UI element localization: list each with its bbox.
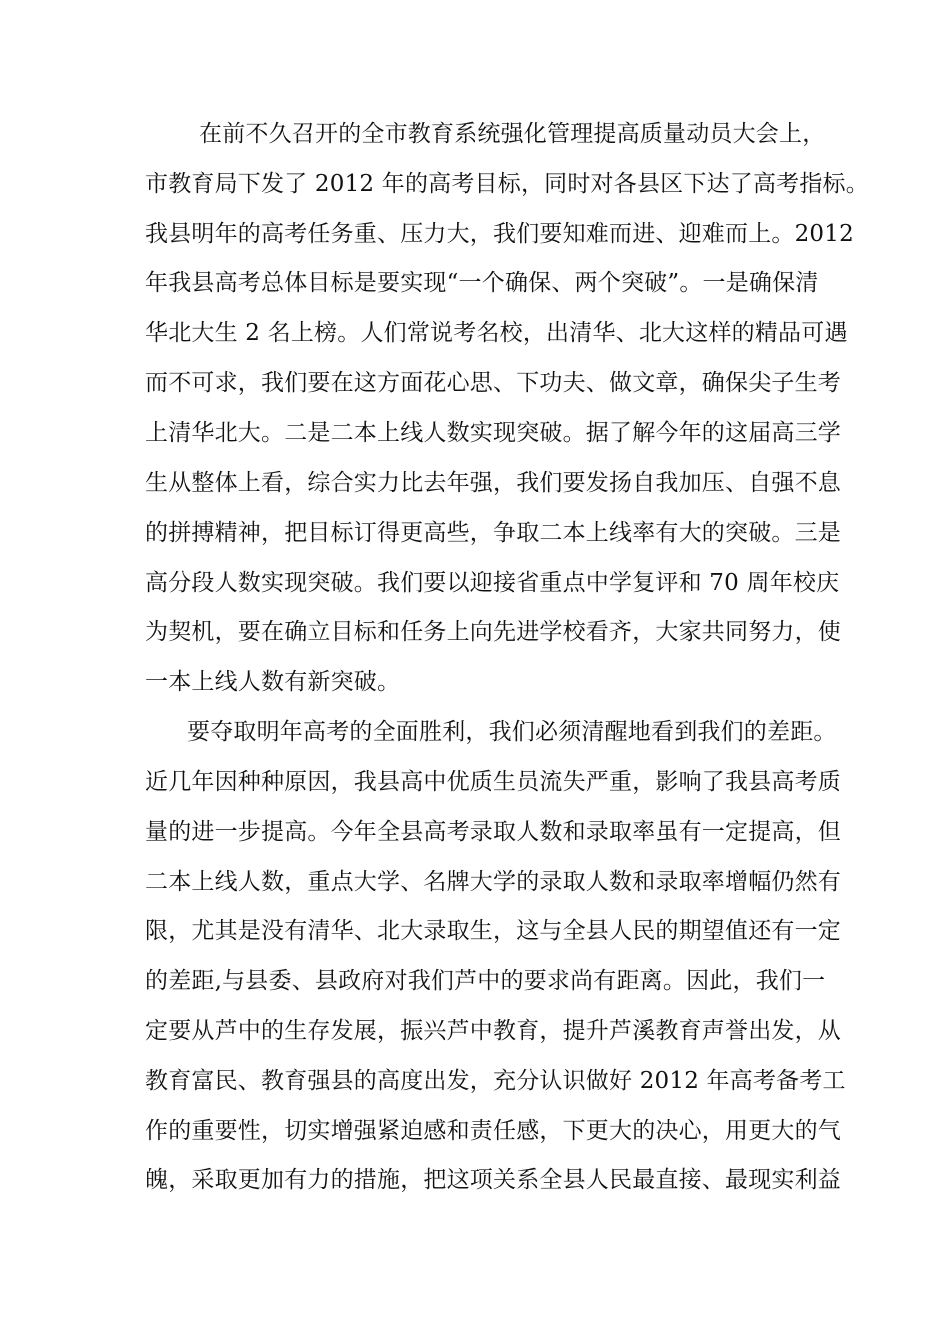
text-line: 市教育局下发了 2012 年的高考目标，同时对各县区下达了高考指标。	[145, 171, 869, 197]
text-line: 的拼搏精神，把目标订得更高些，争取二本上线率有大的突破。三是	[145, 520, 841, 546]
text-line: 我县明年的高考任务重、压力大，我们要知难而进、迎难而上。2012	[145, 221, 854, 247]
text-line: 在前不久召开的全市教育系统强化管理提高质量动员大会上，	[199, 121, 826, 147]
text-line: 魄，采取更加有力的措施，把这项关系全县人民最直接、最现实利益	[145, 1167, 841, 1193]
text-line: 二本上线人数，重点大学、名牌大学的录取人数和录取率增幅仍然有	[145, 869, 841, 895]
text-line: 量的进一步提高。今年全县高考录取人数和录取率虽有一定提高，但	[145, 819, 841, 845]
text-line: 上清华北大。二是二本上线人数实现突破。据了解今年的这届高三学	[145, 420, 841, 446]
text-line: 生从整体上看，综合实力比去年强，我们要发扬自我加压、自强不息	[145, 470, 841, 496]
text-line: 为契机，要在确立目标和任务上向先进学校看齐，大家共同努力，使	[145, 619, 841, 645]
text-line: 而不可求，我们要在这方面花心思、下功夫、做文章，确保尖子生考	[145, 370, 841, 396]
text-line: 一本上线人数有新突破。	[145, 669, 401, 695]
text-line: 教育富民、教育强县的高度出发，充分认识做好 2012 年高考备考工	[145, 1068, 846, 1094]
text-line: 近几年因种种原因，我县高中优质生员流失严重，影响了我县高考质	[145, 769, 841, 795]
text-line: 定要从芦中的生存发展，振兴芦中教育，提升芦溪教育声誉出发，从	[145, 1018, 841, 1044]
text-line: 要夺取明年高考的全面胜利，我们必须清醒地看到我们的差距。	[187, 719, 837, 745]
text-line: 限，尤其是没有清华、北大录取生，这与全县人民的期望值还有一定	[145, 918, 841, 944]
text-line: 高分段人数实现突破。我们要以迎接省重点中学复评和 70 周年校庆	[145, 570, 840, 596]
text-line: 华北大生 2 名上榜。人们常说考名校，出清华、北大这样的精品可遇	[145, 320, 848, 346]
text-line: 年我县高考总体目标是要实现“一个确保、两个突破”。一是确保清	[145, 270, 819, 296]
text-line: 的差距,与县委、县政府对我们芦中的要求尚有距离。因此，我们一	[145, 968, 826, 994]
text-line: 作的重要性，切实增强紧迫感和责任感，下更大的决心，用更大的气	[145, 1118, 841, 1144]
